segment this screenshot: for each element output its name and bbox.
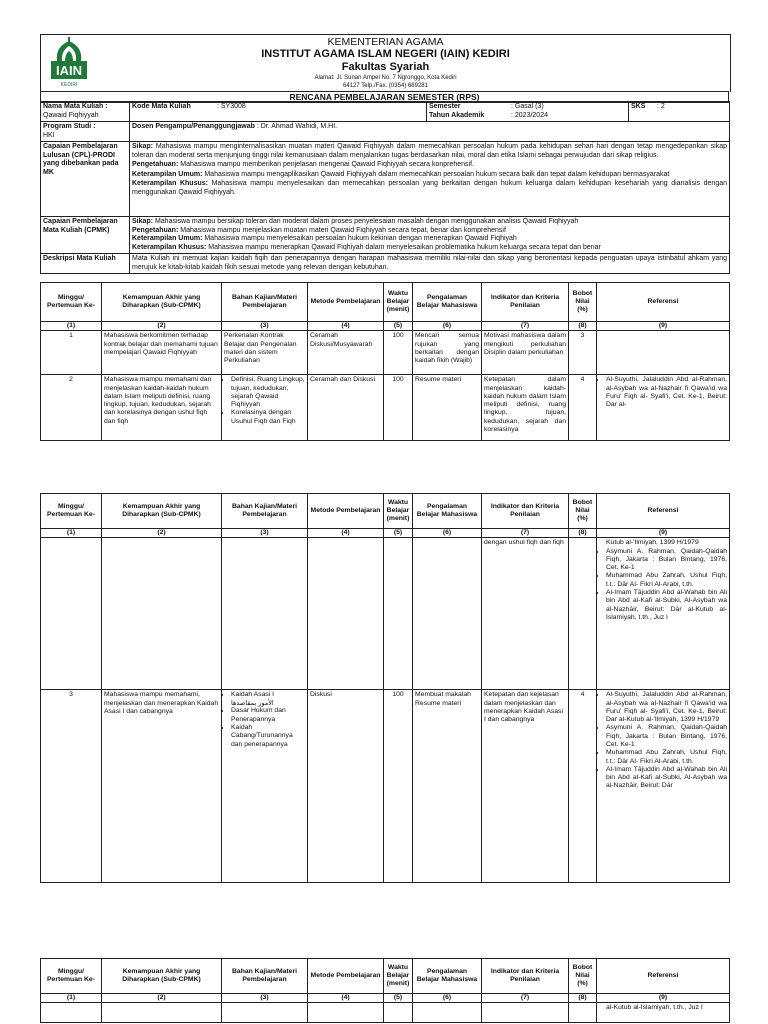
col-method: Metode Pembelajaran [308,283,384,322]
col-indicator: Indikator dan Kriteria Penilaian [482,959,569,994]
col-week: Minggu/ Pertemuan Ke- [41,494,102,529]
prodi-cell [41,122,130,142]
cpl-content [130,142,730,217]
experience-cell [413,538,482,690]
col-number: (8) [569,994,597,1003]
col-number: (6) [413,529,482,538]
indicator-cell: Motivasi mahasiswa dalam mengikuti perkuliahan Disiplin dalam perkuliahan [482,331,569,375]
reference-item: • Al-Imam Tājuddin Abd al-Wahab bin Ali bin Abd al-Kafi al-Subki, Al-Asybah wa al-Nazhāir, Beirut: Dār al-Kutub al-Islamiyah, t.th., Juz I [606,589,727,622]
reference-item: • Asymuni A. Rahman, Qaidah-Qaidah Fiqh, Jakarta : Bulan Bintang, 1976, Cet. Ke-1 [606,724,727,749]
material-cell [222,375,308,441]
col-number: (5) [384,322,413,331]
col-weight: Bobot Nilai (%) [569,283,597,322]
col-number: (3) [222,994,308,1003]
course-code-cell [130,102,427,122]
reference-item: • Asymuni A. Rahman, Qaidah-Qaidah Fiqh, Jakarta : Bulan Bintang, 1976, Cet. Ke-1 [606,548,727,573]
col-number: (9) [597,994,730,1003]
ability-cell [102,1003,222,1023]
col-method: Metode Pembelajaran [308,959,384,994]
col-material: Bahan Kajian/Materi Pembelajaran [222,283,308,322]
material-cell: Perkenalan Kontrak Belajar dan Pengenalan materi dan sistem Perkuliahan [222,331,308,375]
lecturer-label: Dosen Pengampu/Penanggungjawab [132,123,255,131]
experience-cell: Resume materi [413,375,482,441]
col-weight: Bobot Nilai (%) [569,494,597,529]
contact: 64127 Telp./Fax. (0354) 689281 [343,83,428,89]
col-experience: Pengalaman Belajar Mahasiswa [413,283,482,322]
reference-continuation: Kutub al-'Ilmiyah, 1399 H/1979 [606,539,699,547]
col-number: (4) [308,994,384,1003]
cpmk-item: Keterampilan Umum: Mahasiswa mampu menyelesaikan persoalan hukum kekinian dengan menerapkan Qawaid Fiqhiyah [132,235,517,243]
week-cell [41,538,102,690]
cpl-item: Keterampilan Khusus: Mahasiswa mampu menyelesaikan dan memecahkan persoalan yang berkaitan dengan hukum keluarga dalam kehidupan kesehariah yang dianalisis dengan menggunakan Qawaid Fiqhiyyah. [132,180,727,196]
sks-value: : 2 [657,103,665,110]
experience-cell [413,1003,482,1023]
time-cell [384,1003,413,1023]
col-indicator: Indikator dan Kriteria Penilaian [482,283,569,322]
material-item: • Dasar Hukum dan Penerapannya [231,707,305,724]
cpmk-content [130,217,730,254]
cpl-label: Capaian Pembelajaran Lulusan (CPL)-PRODI yang dibebankan pada MK [41,142,130,217]
indicator-cell: dengan ushul fiqh dan fiqh [482,538,569,690]
material-item: • Korelasinya dengan Usuhul Fiqh dan Fiqh [231,409,305,426]
weight-cell: 4 [569,690,597,883]
table-row [41,1003,730,1023]
col-number: (5) [384,529,413,538]
col-ability: Kemampuan Akhir yang Diharapkan (Sub-CPMK) [102,959,222,994]
col-method: Metode Pembelajaran [308,494,384,529]
course-name-label: Nama Mata Kuliah : [43,103,108,110]
col-number: (1) [41,529,102,538]
col-reference: Referensi [597,494,730,529]
reference-item: • Al-Imam Tājuddin Abd al-Wahab bin Ali bin Abd al-Kafi al-Subki, Al-Asybah wa al-Nazhāir, Beirut: Dār [606,766,727,791]
prodi-label: Program Studi : [43,123,96,131]
col-number: (9) [597,529,730,538]
lecturer-value: : Dr. Ahmad Wahidi, M.HI. [256,123,338,131]
material-cell [222,1003,308,1023]
time-cell: 100 [384,690,413,883]
reference-item: • Al-Suyuthi, Jalaluddin Abd al-Rahman, al-Asybah wa al-Nazhair fi Qawa'id wa Furu' Fiqh al- Syafi'i, Cet. Ke-1, Beirut: Dar al-Kutub al-'Ilmiyah, 1399 H/1979 [606,691,727,724]
sks-cell [629,102,730,122]
indicator-cell: Ketepatan dan kejelasan dalam menjelaskan dan menerapkan Kaidah Asasi I dan cabangnya [482,690,569,883]
col-time: Waktu Belajar (menit) [384,959,413,994]
col-weight: Bobot Nilai (%) [569,959,597,994]
experience-cell: Mencari semua rujukan yang berkaitan dengan kaidah fikih (Wajib) [413,331,482,375]
col-experience: Pengalaman Belajar Mahasiswa [413,494,482,529]
col-reference: Referensi [597,283,730,322]
weight-cell: 4 [569,375,597,441]
reference-cell [597,690,730,883]
ability-cell [102,538,222,690]
col-number: (1) [41,994,102,1003]
col-number: (4) [308,322,384,331]
cpmk-item: Pengetahuan: Mahasiswa mampu menjelaskan muatan materi Qawaid Fiqhiyyah secara tepat, benar dan komprehensif [132,226,506,234]
col-number: (2) [102,529,222,538]
col-experience: Pengalaman Belajar Mahasiswa [413,959,482,994]
course-code-label: Kode Mata Kuliah [132,103,191,110]
col-number: (8) [569,529,597,538]
method-cell [308,1003,384,1023]
col-number: (1) [41,322,102,331]
arabic-rule: الأمور بمقاصدها [231,698,274,707]
col-week: Minggu/ Pertemuan Ke- [41,283,102,322]
col-number: (6) [413,322,482,331]
ability-cell: Mahasiswa mampu memahami dan menjelaskan kaidah-kaidah hukum dalam Islam meliputi definisi, ruang lingkup, tujuan, kedudukan, sejarah dan korelasinya dengan ushul fiqh dan fiqh [102,375,222,441]
col-number: (3) [222,529,308,538]
col-number: (7) [482,994,569,1003]
time-cell: 100 [384,331,413,375]
col-number: (3) [222,322,308,331]
col-material: Bahan Kajian/Materi Pembelajaran [222,494,308,529]
weight-cell: 3 [569,331,597,375]
indicator-cell: Ketepatan dalam menjelaskan kaidah-kaidah hukum dalam Islam meliputi definisi, ruang lingkup, tujuan, kedudukan, sejarah dan korelasinya [482,375,569,441]
document-header [40,34,731,92]
year-label: Tahun Akademik [429,111,485,119]
table-row [41,331,730,375]
institute-name: INSTITUT AGAMA ISLAM NEGERI (IAIN) KEDIRI [261,48,510,60]
col-reference: Referensi [597,959,730,994]
prodi-value: HKI [43,131,55,139]
col-material: Bahan Kajian/Materi Pembelajaran [222,959,308,994]
week-cell: 3 [41,690,102,883]
year-value: : 2023/2024 [511,111,548,119]
reference-item: • Muhammad Abu Zahrah, Ushul Fiqh, t.t.: Dār Al- Fikri Al-Arabi, t.th. [606,749,727,766]
material-cell [222,690,308,883]
svg-text:IAIN: IAIN [56,63,82,78]
reference-continuation: al-Kutub al-Islamiyah, t.th., Juz I [606,1004,703,1012]
weight-cell [569,1003,597,1023]
learning-plan-table-2 [40,493,730,883]
reference-item: • Muhammad Abu Zahrah, Ushul Fiqh, t.t.: Dār Al- Fikri Al-Arabi, t.th. [606,572,727,589]
material-cell [222,538,308,690]
col-time: Waktu Belajar (menit) [384,283,413,322]
course-info-table [40,101,730,274]
week-cell: 1 [41,331,102,375]
material-item: • Kaidah Asasi I الأمور بمقاصدها [231,691,305,707]
method-cell: Diskusi [308,690,384,883]
cpl-item: Pengetahuan: Mahasiswa mampu memberikan penjelasan mengenai Qawaid Fiqhiyyah secara konprehensif. [132,161,475,169]
reference-cell [597,331,730,375]
semester-label: Semester [429,103,461,110]
semester-cell [427,102,629,122]
col-number: (5) [384,994,413,1003]
learning-plan-table-3 [40,958,730,1023]
method-cell: Ceramah Diskusi/Musyawarah [308,331,384,375]
learning-plan-table-1 [40,282,730,441]
material-item: • Definisi, Ruang Lingkup, tujuan, kedudukan, sejarah Qawaid Fiqhiyyah [231,376,305,409]
week-cell: 2 [41,375,102,441]
doc-title: RENCANA PEMBELAJARAN SEMESTER (RPS) [41,92,729,103]
time-cell: 100 [384,375,413,441]
ability-cell: Mahasiswa mampu memahami, menjelaskan dan menerapkan Kaidah Asasi I dan cabangnya [102,690,222,883]
table-row [41,375,730,441]
svg-text:KEDIRI: KEDIRI [60,82,78,88]
col-number: (2) [102,322,222,331]
col-number: (2) [102,994,222,1003]
desc-label: Deskripsi Mata Kuliah [41,254,130,274]
desc-content: Mata Kuliah ini memuat kajian kaidah fiqih dan penerapannya dengan harapan mahasiswa memiliki nilai-nilai dan sikap yang berorientasi kepada penguatan upaya istinbatul ahkam yang merujuk ke kitab-kitab kaidah fikih sesuai metode yang relevan dengan kebutuhan. [130,254,730,274]
col-week: Minggu/ Pertemuan Ke- [41,959,102,994]
col-number: (4) [308,529,384,538]
col-indicator: Indikator dan Kriteria Penilaian [482,494,569,529]
course-name-cell [41,102,130,122]
lecturer-cell [130,122,730,142]
cpmk-item: Sikap: Mahasiswa mampu bersikap toleran dan moderat dalam proses penyelesaian masalah dengan menggunakan analisis Qawaid Fiqhiyyah [132,218,579,226]
ministry-name: KEMENTERIAN AGAMA [327,36,444,48]
reference-cell [597,1003,730,1023]
cpl-item: Sikap: Mahasiswa mampu menginternalisasikan muatan materi Qawaid Fiqhiyyah dalam memecahkan persoalan hukum pada kehidupan sehari hari dengan tetap mengedepankan sikap toleran dan moderat serta menjunjung tinggi nilai kemanusiaan dalam menjalankan tugas berdasarkan nilai, moral dan etika Islami sebagai perwujudan dari sikap religius. [132,143,727,159]
col-number: (9) [597,322,730,331]
experience-cell: Membuat makalah Resume materi [413,690,482,883]
time-cell [384,538,413,690]
material-item: • Kaidah Cabang/Turunannya dan penerapannya [231,724,305,749]
col-number: (8) [569,322,597,331]
reference-cell [597,375,730,441]
cpmk-item: Keterampilan Khusus: Mahasiswa mampu menerapkan Qawaid Fiqhiyah dalam menyelesaikan problematika hukum keluarga secara tepat dan benar [132,243,601,251]
course-code-value: : SY3008 [217,103,246,110]
reference-cell [597,538,730,690]
col-ability: Kemampuan Akhir yang Diharapkan (Sub-CPMK) [102,283,222,322]
week-cell [41,1003,102,1023]
weight-cell [569,538,597,690]
col-time: Waktu Belajar (menit) [384,494,413,529]
cpmk-label: Capaian Pembelajaran Mata Kuliah (CPMK) [41,217,130,254]
indicator-cell [482,1003,569,1023]
method-cell: Ceramah dan Diskusi [308,375,384,441]
reference-item: • Al-Suyuthi, Jalaluddin Abd al-Rahman, al-Asybah wa al-Nazhair fi Qawa'id wa Furu' Fiqh al- Syafi'i, Cet. Ke-1, Beirut: Dar al- [606,376,727,409]
sks-label: SKS [631,103,646,110]
col-number: (6) [413,994,482,1003]
course-name-value: Qawaid Fiqhiyyah [43,111,99,119]
table-row [41,690,730,883]
address: Alamat: Jl. Sunan Ampel No. 7 Ngronggo, Kota Kediri [314,75,457,81]
ability-cell: Mahasiswa berkomitmen terhadap kontrak belajar dan memahami tujuan mempelajari Qawaid Fiqhiyyah [102,331,222,375]
method-cell [308,538,384,690]
col-number: (7) [482,529,569,538]
col-ability: Kemampuan Akhir yang Diharapkan (Sub-CPMK) [102,494,222,529]
cpl-item: Keterampilan Umum: Mahasiswa mampu mengaplikasikan Qawaid Fiqhiyyah dalam memecahkan persoalan hukum secara baik dan tepat dalam kehidupan bermasyarakat [132,170,670,178]
semester-value: : Gasal (3) [511,103,544,110]
faculty-name: Fakultas Syariah [341,61,430,73]
table-row [41,538,730,690]
col-number: (7) [482,322,569,331]
